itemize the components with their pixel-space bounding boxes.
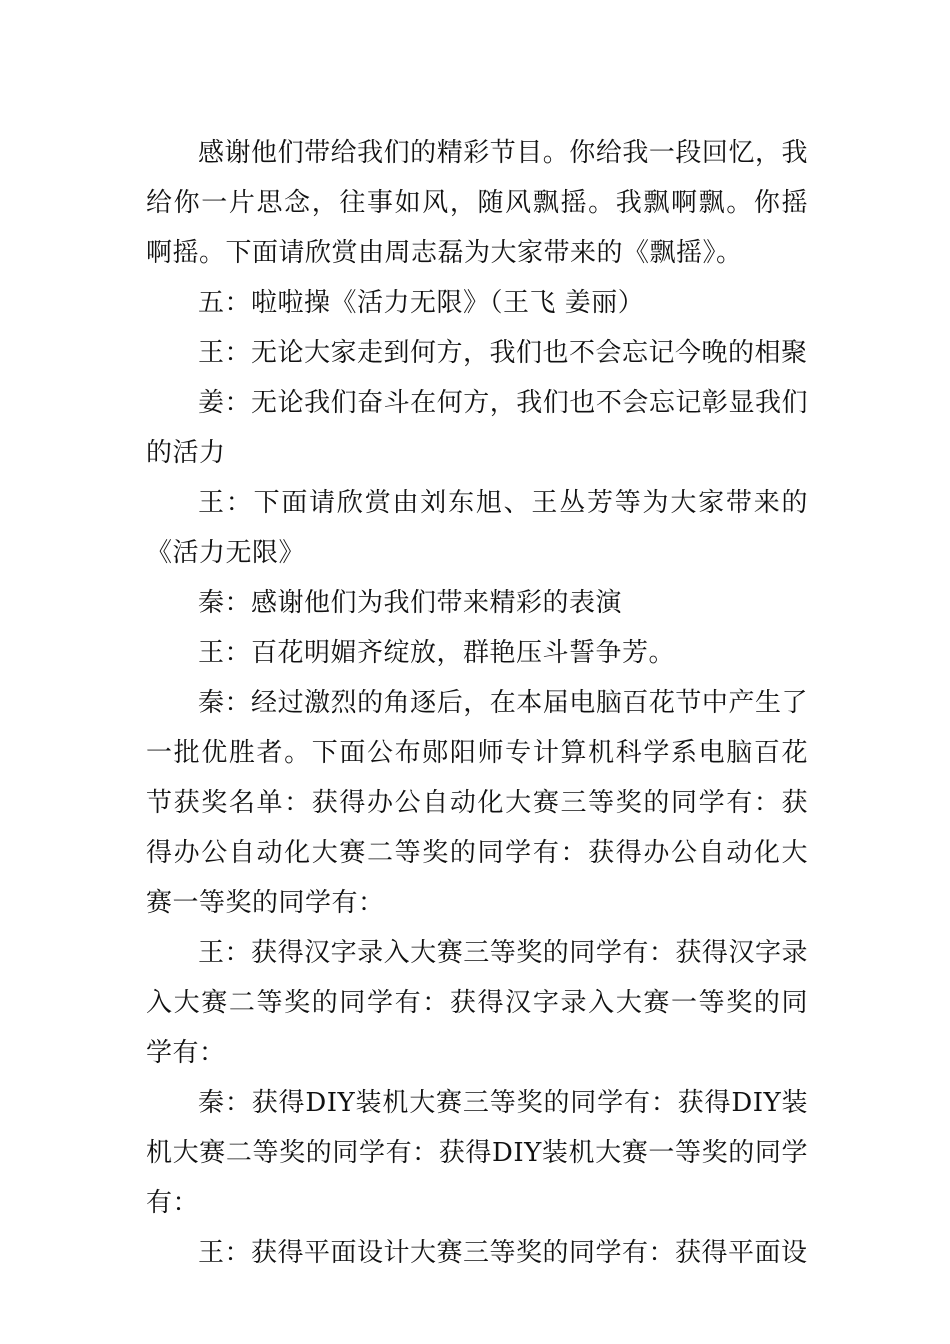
document-body [146, 128, 808, 1278]
paragraph: 王：百花明媚齐绽放，群艳压斗誓争芳。 [198, 638, 676, 668]
paragraph: 秦：感谢他们为我们带来精彩的表演 [198, 588, 623, 618]
paragraph: 感谢他们带给我们的精彩节目。你给我一段回忆，我给你一片思念，往事如风，随风飘摇。我飘啊飘。你摇啊摇。下面请欣赏由周志磊为大家带来的《飘摇》。 [146, 138, 808, 268]
paragraph: 秦：获得DIY装机大赛三等奖的同学有：获得DIY装机大赛二等奖的同学有：获得DIY装机大赛一等奖的同学有： [146, 1088, 808, 1218]
paragraph: 王：无论大家走到何方，我们也不会忘记今晚的相聚 [198, 338, 808, 368]
paragraph: 五：啦啦操《活力无限》（王飞 姜丽） [198, 288, 645, 318]
paragraph: 姜：无论我们奋斗在何方，我们也不会忘记彰显我们的活力 [146, 388, 808, 468]
paragraph: 王：下面请欣赏由刘东旭、王丛芳等为大家带来的《活力无限》 [146, 488, 808, 568]
paragraph: 王：获得汉字录入大赛三等奖的同学有：获得汉字录入大赛二等奖的同学有：获得汉字录入大赛一等奖的同学有： [146, 938, 808, 1068]
paragraph: 王：获得平面设计大赛三等奖的同学有：获得平面设 [198, 1238, 808, 1268]
paragraph: 秦：经过激烈的角逐后，在本届电脑百花节中产生了一批优胜者。下面公布郧阳师专计算机科学系电脑百花节获奖名单：获得办公自动化大赛三等奖的同学有：获得办公自动化大赛二等奖的同学有：获得办公自动化大赛一等奖的同学有： [146, 688, 808, 918]
